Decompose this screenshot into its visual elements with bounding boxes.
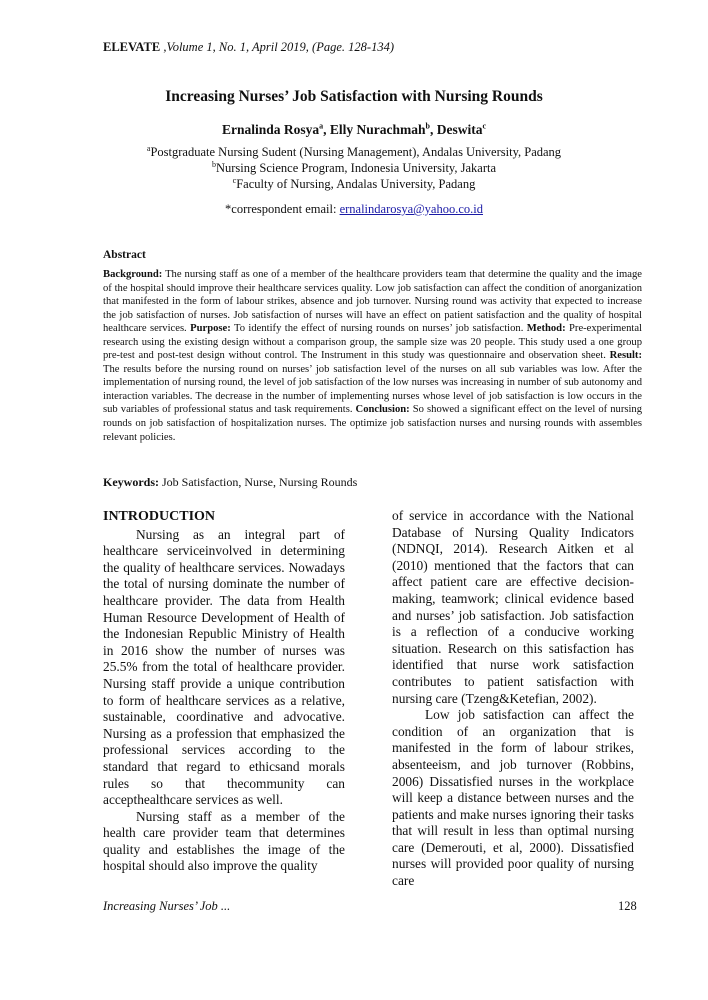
affiliation	[0, 177, 708, 192]
affiliation-text: Faculty of Nursing, Andalas University, Padang	[236, 177, 476, 191]
affiliation	[0, 161, 708, 176]
right-column	[392, 508, 634, 890]
result-label: Result:	[609, 350, 642, 362]
keywords-label: Keywords:	[103, 475, 159, 489]
conclusion-text: So showed a significant effect on the level of nursing rounds on job satisfaction of hospitalization nurses. The optimize job satisfaction nurses and nursing rounds with assembles relevant policies.	[103, 404, 643, 443]
affiliation-text: Nursing Science Program, Indonesia University, Jakarta	[215, 161, 497, 175]
author-separator: ,	[323, 122, 330, 137]
purpose-label: Purpose:	[190, 323, 231, 335]
author-sup: b	[425, 121, 430, 131]
journal-name: ELEVATE	[103, 40, 161, 54]
background-text: The nursing staff as one of a member of the healthcare providers team that determine the quality and the image of the hospital should improve their healthcare services quality. Low job satisfaction can affect the condition of anorganization that manifested in the form of labour strikes, absence and job turnover. Nursing round was activity that expected to increase the job satisfaction of nurses. Job satisfaction of nurses will have an effect on patient satisfaction and the quality of hospital healthcare services.	[103, 269, 642, 335]
section-heading: INTRODUCTION	[103, 509, 216, 524]
affiliation-sup: c	[232, 175, 237, 185]
paragraph: of service in accordance with the National Database of Nursing Quality Indicators (NDNQI, 2014). Research Aitken et al (2010) mentioned that the factors that can affect patient care are effective decision-making, teamwork; clinical evidence based and nurses’ job satisfaction. Job satisfaction is a reflection of a conducive working situation. Research on this satisfaction has identified that nurse work satisfaction contributes to patient satisfaction with nursing care (Tzeng&Ketefian, 2002).	[392, 508, 634, 706]
correspondence	[0, 202, 708, 217]
abstract-body	[103, 268, 642, 444]
affiliation-sup: b	[211, 159, 216, 169]
affiliation-sup: a	[146, 143, 151, 153]
affiliation-text: Postgraduate Nursing Sudent (Nursing Management), Andalas University, Padang	[150, 145, 562, 159]
abstract-heading: Abstract	[103, 249, 146, 261]
email-link[interactable]: ernalindarosya@yahoo.co.id	[339, 202, 483, 216]
author-sup: c	[482, 121, 487, 131]
method-label: Method:	[526, 323, 566, 335]
purpose-text: To identify the effect of nursing rounds on nurses’ job satisfaction.	[230, 323, 527, 335]
running-header	[103, 40, 394, 55]
paragraph: Nursing staff as a member of the health care provider team that determines quality and establishes the image of the hospital should also improve the quality	[103, 808, 345, 874]
author-name: Deswita	[436, 122, 483, 137]
paper-title: Increasing Nurses’ Job Satisfaction with Nursing Rounds	[165, 88, 543, 105]
author-name: Ernalinda Rosya	[221, 122, 320, 137]
author-separator: ,	[429, 122, 437, 137]
page-number: 128	[618, 899, 637, 913]
affiliation	[0, 145, 708, 160]
journal-issue: ,Volume 1, No. 1, April 2019, (Page. 128-134)	[160, 40, 394, 54]
conclusion-label: Conclusion:	[355, 404, 410, 416]
author-sup: a	[319, 121, 324, 131]
method-text: Pre-experimental research using the existing design without a comparison group, the sample size was 20 people. This study used a one group pre-test and post-test design without control. The Instrument in this study was questionnaire and observation sheet.	[103, 323, 642, 362]
paragraph: Nursing as an integral part of healthcare serviceinvolved in determining the quality of healthcare services. Nowadays the total of nursing dominate the number of healthcare provider. The data from Health Human Resource Development of Health of the Indonesian Republic Ministry of Health in 2016 show the number of nurses was 25.5% from the total of healthcare provider. Nursing staff provide a unique contribution to form of healthcare services as a relative, sustainable, coordinative and advocative. Nursing as a profession that emphasized the professional services according to the standard that regard to ethicsand morals rules so that thecommunity can accepthealthcare services as well.	[103, 526, 345, 808]
footer-running-title: Increasing Nurses’ Job ...	[103, 899, 231, 913]
correspondence-label: *correspondent email:	[225, 202, 340, 216]
paragraph: Low job satisfaction can affect the condition of an organization that is manifested in the form of labour strikes, absenteeism, and job turnover (Robbins, 2006) Dissatisfied nurses in the workplace will keep a distance between nurses and the patients and make nurses ignoring their tasks that will result in less than optimal nursing care (Demerouti, et al, 2000). Dissatisfied nurses will provided poor quality of nursing care	[392, 707, 634, 889]
result-text: The results before the nursing round on nurses’ job satisfaction level of the nurses on all sub variables was low. After the implementation of nursing round, the level of job satisfaction of the low nurses was increasing in number of sub autonomy and interaction variables. The decrease in the number of implementing nurses whose level of job satisfaction is low occurs in the sub variables of professional status and task requirements.	[103, 363, 642, 416]
keywords-text: Job Satisfaction, Nurse, Nursing Rounds	[159, 475, 358, 489]
author-list	[0, 122, 708, 138]
left-column	[103, 509, 345, 875]
keywords	[103, 475, 357, 490]
background-label: Background:	[103, 269, 163, 280]
author-name: Elly Nurachmah	[329, 122, 426, 137]
